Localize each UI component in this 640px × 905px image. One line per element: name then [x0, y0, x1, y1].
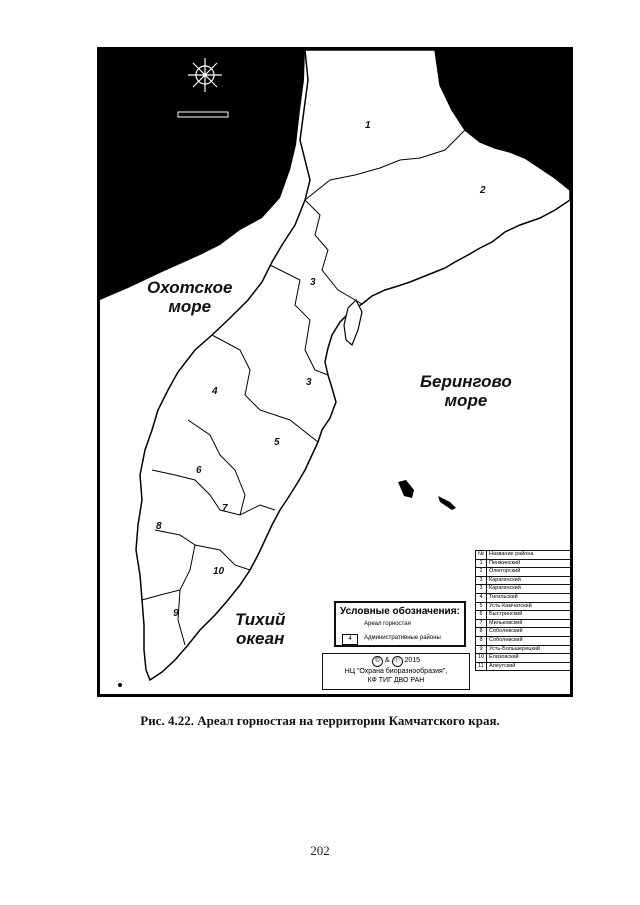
table-header-row [476, 551, 572, 560]
table-row [476, 636, 572, 645]
credit-year: 2015 [404, 657, 421, 664]
district-number: 3 [310, 277, 316, 288]
table-cell-num: 6 [476, 611, 487, 620]
table-cell-num: 2 [476, 568, 487, 577]
table-cell-name: Елизовский [487, 654, 572, 663]
table-cell-name: Карагинский [487, 585, 572, 594]
district-number: 6 [196, 465, 202, 476]
table-cell-num: 11 [476, 662, 487, 671]
table-cell-name: Мильковский [487, 619, 572, 628]
table-cell-name: Олюторский [487, 568, 572, 577]
district-number: 10 [213, 566, 225, 577]
medny-island [438, 496, 456, 510]
table-cell-name: Алеутский [487, 662, 572, 671]
copyright-icon: © [372, 656, 383, 667]
table-row [476, 602, 572, 611]
legend-range-label: Ареал горностая [364, 621, 411, 627]
sea-label-bering: Берингово море [420, 372, 512, 410]
map-frame [97, 47, 573, 697]
table-cell-num: 7 [476, 619, 487, 628]
district-number: 5 [274, 437, 280, 448]
table-row [476, 559, 572, 568]
table-cell-name: Соболевский [487, 628, 572, 637]
page-number: 202 [310, 843, 330, 858]
table-cell-num: 8 [476, 636, 487, 645]
bering-island [398, 480, 414, 498]
district-number: 8 [156, 521, 162, 532]
table-row [476, 654, 572, 663]
compass-rose [188, 58, 222, 92]
table-row [476, 611, 572, 620]
table-cell-name: Усть-Камчатский [487, 602, 572, 611]
district-number: 7 [222, 503, 228, 514]
table-row [476, 645, 572, 654]
legend-district-label: Административные районы [364, 635, 441, 641]
table-cell-num: 3 [476, 585, 487, 594]
table-cell-name: Быстринский [487, 611, 572, 620]
table-row [476, 585, 572, 594]
table-cell-name: Карагинский [487, 576, 572, 585]
legend-box [334, 601, 466, 647]
legend-district-key: 4 [342, 634, 358, 645]
credit-org: НЦ "Охрана биоразнообразия", [344, 668, 448, 675]
legend-title: Условные обозначения: [340, 606, 460, 617]
table-cell-name: Усть-Большерецкий [487, 645, 572, 654]
table-cell-num: 10 [476, 654, 487, 663]
coastal-mark [118, 683, 122, 687]
credit-ampersand: & [384, 657, 390, 664]
district-number: 1 [365, 120, 371, 131]
table-cell-num: 8 [476, 628, 487, 637]
table-cell-num: 9 [476, 645, 487, 654]
sea-label-pacific: Тихий океан [235, 610, 286, 648]
district-number: 9 [173, 608, 179, 619]
table-cell-num: 3 [476, 576, 487, 585]
table-row [476, 576, 572, 585]
table-cell-num: 1 [476, 559, 487, 568]
district-number: 4 [212, 386, 218, 397]
table-cell-name: Тигильский [487, 593, 572, 602]
district-number: 2 [480, 185, 486, 196]
figure-caption: Рис. 4.22. Ареал горностая на территории Камчатского края. [140, 713, 500, 728]
table-cell-name: Пенжинский [487, 559, 572, 568]
table-header-name: Название района [487, 551, 572, 560]
phonogram-icon: Ⓟ [392, 656, 403, 667]
table-cell-num: 4 [476, 593, 487, 602]
sea-label-okhotsk: Охотское море [147, 278, 233, 316]
table-row [476, 619, 572, 628]
table-row [476, 662, 572, 671]
table-row [476, 628, 572, 637]
table-row [476, 568, 572, 577]
district-table [475, 550, 572, 671]
credit-box [322, 653, 470, 690]
credit-inst: КФ ТИГ ДВО РАН [367, 677, 425, 684]
district-number: 3 [306, 377, 312, 388]
table-cell-name: Соболевский [487, 636, 572, 645]
table-cell-num: 5 [476, 602, 487, 611]
credit-line-year [323, 656, 469, 667]
table-row [476, 593, 572, 602]
table-header-num: № [476, 551, 487, 560]
